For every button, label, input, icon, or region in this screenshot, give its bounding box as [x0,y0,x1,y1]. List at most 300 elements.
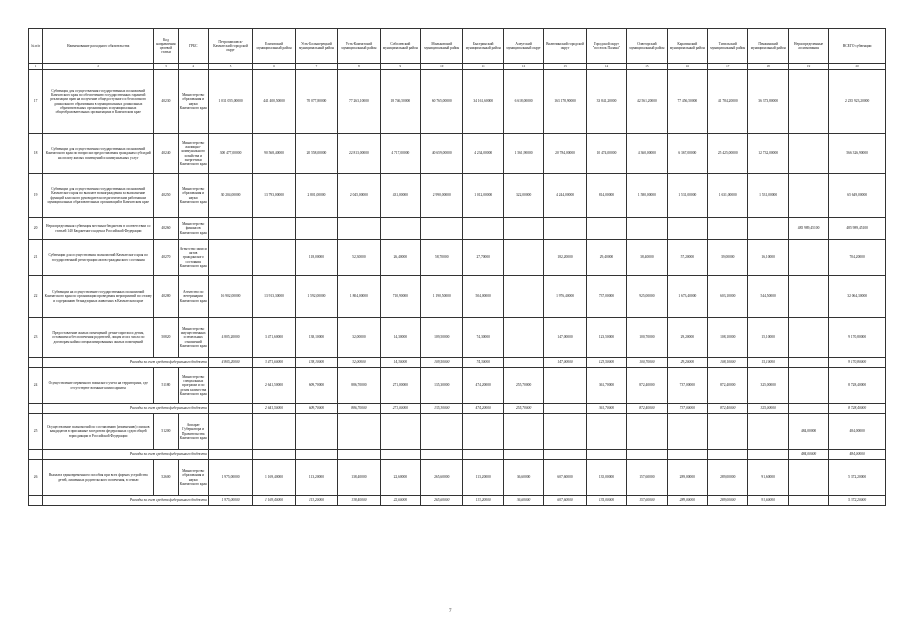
value-cell [788,368,828,404]
grbs-name: Министерство образования и науки Камчатского края [178,70,208,134]
subtotal-label: Расходы за счет средств федерального бюджета [43,404,209,414]
value-cell: 322,00000 [503,174,543,218]
value-cell: 4 244,00000 [544,174,586,218]
target-code: 50820 [154,318,178,358]
value-cell [544,218,586,240]
row-number [29,496,43,506]
column-header: Вилючинский городской округ [544,29,586,64]
value-cell [788,358,828,368]
table-header-row [29,29,886,64]
value-cell: 2 045,00000 [338,174,380,218]
value-cell [788,460,828,496]
value-cell [421,218,463,240]
column-number: 8 [338,64,380,70]
value-cell [503,240,543,276]
value-cell: 52,30000 [338,240,380,276]
value-cell [586,218,626,240]
value-cell [503,318,543,358]
column-header: ВСЕГО субвенции [829,29,886,64]
value-cell [208,368,252,404]
value-cell: 113,20000 [295,460,337,496]
grbs-name: Министерство образования и науки Камчатского края [178,174,208,218]
value-cell: 123,50000 [586,358,626,368]
table-row [29,174,886,218]
value-cell [380,450,420,460]
value-cell: 289,00000 [667,496,707,506]
value-cell: 1 561,90000 [503,134,543,174]
column-number: 18 [748,64,788,70]
value-cell: 138,10000 [295,358,337,368]
value-cell: 325,00000 [748,404,788,414]
value-cell: 27,70000 [463,240,503,276]
column-header: Быстринский муниципальный район [463,29,503,64]
column-header: Наименование расходного обязательства [43,29,154,64]
value-cell: 16 902,00000 [208,276,252,318]
value-cell [788,174,828,218]
value-cell: 10 474,00000 [586,134,626,174]
value-cell: 2 641,50000 [253,404,295,414]
target-code: 40260 [154,218,178,240]
value-cell [295,450,337,460]
column-number: 16 [667,64,707,70]
value-cell: 1 031 055,00000 [208,70,252,134]
table-row [29,134,886,174]
value-cell [586,450,626,460]
value-cell: 361,70000 [586,404,626,414]
value-cell: 40 659,00000 [421,134,463,174]
value-cell: 6 618,00000 [503,70,543,134]
value-cell: 36 373,80000 [748,70,788,134]
value-cell: 147,00000 [544,318,586,358]
value-cell [627,414,667,450]
grbs-name: Министерство финансов Камчатского края [178,218,208,240]
value-cell: 163 178,90000 [544,70,586,134]
column-number: 3 [154,64,178,70]
subtotal-label: Расходы за счет средств федерального бюджета [43,496,209,506]
value-cell: 91,60000 [748,460,788,496]
value-cell: 118,00000 [295,240,337,276]
value-cell: 1 012,00000 [463,174,503,218]
obligation-name: Осуществление первичного воинского учета на территориях, где отсутствуют военные комиссариаты [43,368,154,404]
value-cell [503,276,543,318]
target-code: 40240 [154,134,178,174]
value-cell: 138,10000 [295,318,337,358]
column-header: Городской округ "поселок Палана" [586,29,626,64]
value-cell: 704,20000 [829,240,886,276]
value-cell: 42 561,20000 [627,70,667,134]
value-cell: 29,40000 [586,240,626,276]
column-number: 20 [829,64,886,70]
value-cell [586,414,626,450]
value-cell [463,218,503,240]
obligation-name: Субвенция для осуществления государственных полномочий Камчатского края по обеспечению государственных гарантий реализации прав на получение общедоступного и бесплатного дошкольного образования в муниципальных дошкольных образовательных организациях и муниципальных общеобразовательных организациях в Камчатском крае [43,70,154,134]
value-cell: 15,10000 [748,318,788,358]
value-cell: 1 531,00000 [748,174,788,218]
value-cell: 109,50000 [421,318,463,358]
value-cell [295,218,337,240]
row-number [29,404,43,414]
page-number: 7 [449,609,452,614]
column-number: 4 [178,64,208,70]
value-cell: 14,30000 [380,358,420,368]
value-cell [544,414,586,450]
obligation-name: Субвенции для осуществления государственных полномочий Камчатского края по выплате вознаграждения за выполнение функций классного руководителя педагогическим работникам муниципальных образовательных организаций в Камчатском крае [43,174,154,218]
value-cell: 12 732,00000 [748,134,788,174]
value-cell: 361,70000 [586,368,626,404]
column-header: Олюторский муниципальный район [627,29,667,64]
value-cell [544,368,586,404]
row-number [29,358,43,368]
value-cell: 609,70000 [295,404,337,414]
subventions-table [28,28,886,506]
value-cell: 289,00000 [708,496,748,506]
value-cell [463,414,503,450]
value-cell [421,414,463,450]
subtotal-row [29,358,886,368]
value-cell: 255,70000 [503,368,543,404]
target-code: 40280 [154,276,178,318]
value-cell [748,218,788,240]
value-cell: 566 326,90000 [829,134,886,174]
column-header: Мильковский муниципальный район [421,29,463,64]
column-number: 17 [708,64,748,70]
value-cell: 265,60000 [421,496,463,506]
value-cell: 737,00000 [667,404,707,414]
value-cell: 32,00000 [338,318,380,358]
value-cell: 2 801,00000 [295,174,337,218]
value-cell: 872,40000 [708,404,748,414]
value-cell: 29,20000 [667,358,707,368]
value-cell: 474,20000 [463,404,503,414]
row-number: 23 [29,318,43,358]
value-cell: 271,00000 [380,368,420,404]
obligation-name: Субвенции для осуществления полномочий Камчатского края по государственной регистрации актов гражданского состояния [43,240,154,276]
column-header: Код направления целевой статьи [154,29,178,64]
target-code: 40250 [154,174,178,218]
value-cell: 872,40000 [627,404,667,414]
value-cell: 5 372,20000 [829,496,886,506]
value-cell [208,414,252,450]
value-cell [253,218,295,240]
value-cell [380,218,420,240]
value-cell: 3 471,60000 [253,318,295,358]
value-cell: 20 784,00000 [544,134,586,174]
target-code: 51200 [154,414,178,450]
value-cell: 4 234,00000 [463,134,503,174]
value-cell [208,240,252,276]
value-cell: 886,70000 [338,368,380,404]
column-header: Усть-Камчатский муниципальный район [338,29,380,64]
row-number: 25 [29,414,43,450]
value-cell: 325,00000 [748,368,788,404]
column-header: Соболевский муниципальный район [380,29,420,64]
value-cell [253,414,295,450]
value-cell [544,450,586,460]
column-header: Карагинский муниципальный район [667,29,707,64]
value-cell [338,450,380,460]
value-cell: 65 649,00000 [829,174,886,218]
column-header: Нераспределенные ассигнования [788,29,828,64]
obligation-name: Нераспределенная субвенция местным бюджетам в соответствии со статьей 140 Бюджетного кодекса Российской Федерации [43,218,154,240]
value-cell: 113,20000 [463,460,503,496]
value-cell: 737,00000 [667,368,707,404]
value-cell: 39,00000 [708,240,748,276]
row-number: 20 [29,218,43,240]
value-cell: 16,10000 [748,240,788,276]
value-cell: 100,70000 [627,318,667,358]
value-cell: 431,00000 [380,174,420,218]
value-cell: 25 425,00000 [708,134,748,174]
table-row [29,414,886,450]
value-cell: 138,40000 [338,460,380,496]
obligation-name: Выплата единовременного пособия при всех формах устройства детей, лишенных родительского попечения, в семью [43,460,154,496]
grbs-name: Министерство образования и науки Камчатского края [178,460,208,496]
value-cell: 32 064,30000 [829,276,886,318]
value-cell [503,358,543,368]
value-cell: 34 161,60000 [463,70,503,134]
value-cell: 484,00000 [788,450,828,460]
value-cell [748,414,788,450]
value-cell: 29,20000 [667,318,707,358]
value-cell: 58,70000 [421,240,463,276]
value-cell [338,218,380,240]
value-cell: 504,00000 [463,276,503,318]
table-row [29,460,886,496]
subtotal-label: Расходы за счет средств федерального бюджета [43,450,209,460]
value-cell [708,218,748,240]
value-cell [667,450,707,460]
column-number: 14 [586,64,626,70]
value-cell: 1 631,00000 [708,174,748,218]
value-cell: 300 477,00000 [208,134,252,174]
column-header: Усть-Большерецкий муниципальный район [295,29,337,64]
value-cell: 485 989,45100 [788,218,828,240]
value-cell [627,218,667,240]
row-number: 18 [29,134,43,174]
value-cell [253,240,295,276]
value-cell [253,450,295,460]
value-cell [667,414,707,450]
value-cell: 289,00000 [667,460,707,496]
value-cell: 77 456,50000 [667,70,707,134]
value-cell: 100,70000 [627,358,667,368]
column-header: Алеутский муниципальный округ [503,29,543,64]
value-cell: 1 169,40000 [253,460,295,496]
value-cell: 18 746,50000 [380,70,420,134]
value-cell [380,414,420,450]
value-cell: 15,10000 [748,358,788,368]
row-number: 21 [29,240,43,276]
value-cell: 484,00000 [829,414,886,450]
value-cell: 108,10000 [708,358,748,368]
obligation-name: Осуществление полномочий по составлению (изменению) списков кандидатов в присяжные заседатели федеральных судов общей юрисдикции в Российской Федерации [43,414,154,450]
value-cell [788,70,828,134]
value-cell [503,450,543,460]
value-cell [748,450,788,460]
grbs-name: Министерство имущественных и земельных отношений Камчатского края [178,318,208,358]
value-cell [208,450,252,460]
obligation-name: Субвенции на осуществление государственных полномочий Камчатского края по организации проведения мероприятий по отлову и содержанию безнадзорных животных в Камчатском крае [43,276,154,318]
column-number: 5 [208,64,252,70]
value-cell: 32,00000 [338,358,380,368]
table-row [29,276,886,318]
column-number: 13 [544,64,586,70]
table-row [29,368,886,404]
value-cell: 603,10000 [708,276,748,318]
value-cell: 3 471,60000 [253,358,295,368]
column-header: Елизовский муниципальный район [253,29,295,64]
value-cell: 9 170,80000 [829,318,886,358]
subtotal-row [29,404,886,414]
value-cell: 2 990,00000 [421,174,463,218]
value-cell: 135,00000 [586,460,626,496]
value-cell: 5 372,20000 [829,460,886,496]
value-cell: 441 400,50000 [253,70,295,134]
value-cell [708,414,748,450]
obligation-name: Субвенции для осуществления государственных полномочий Камчатского края по вопросам предоставления гражданам субсидий на оплату жилых помещений и коммунальных услуг [43,134,154,174]
value-cell: 135,30000 [421,368,463,404]
value-cell: 4 805,20000 [208,318,252,358]
value-cell: 22,60000 [380,496,420,506]
value-cell: 1 975,00000 [208,496,252,506]
value-cell: 8 728,40000 [829,368,886,404]
value-cell: 57,20000 [667,240,707,276]
subtotal-label: Расходы за счет средств федерального бюджета [43,358,209,368]
column-header: Пенжинский муниципальный район [748,29,788,64]
value-cell: 886,70000 [338,404,380,414]
value-cell: 4 805,20000 [208,358,252,368]
column-number: 15 [627,64,667,70]
value-cell: 872,40000 [627,368,667,404]
value-cell: 2 641,50000 [253,368,295,404]
value-cell: 13 913,30000 [253,276,295,318]
value-cell: 60 765,00000 [421,70,463,134]
value-cell [788,318,828,358]
grbs-name: Аппарат Губернатора и Правительства Камчатского края [178,414,208,450]
value-cell: 289,00000 [708,460,748,496]
value-cell [208,404,252,414]
value-cell: 1 673,40000 [667,276,707,318]
value-cell [788,404,828,414]
value-cell [708,450,748,460]
value-cell: 182,20000 [544,240,586,276]
column-number: 19 [788,64,828,70]
table-row [29,218,886,240]
value-cell: 41 784,20000 [708,70,748,134]
value-cell: 265,60000 [421,460,463,496]
value-cell [503,218,543,240]
table-row [29,318,886,358]
value-cell: 38,40000 [627,240,667,276]
column-header: Тигильский муниципальный район [708,29,748,64]
value-cell [667,218,707,240]
value-cell: 710,90000 [380,276,420,318]
value-cell: 20 558,00000 [295,134,337,174]
row-number: 19 [29,174,43,218]
value-cell: 33 841,20000 [586,70,626,134]
value-cell: 30 204,00000 [208,174,252,218]
value-cell: 1 804,00000 [338,276,380,318]
column-header: № п/п [29,29,43,64]
value-cell: 109,50000 [421,358,463,368]
value-cell: 607,60000 [544,460,586,496]
value-cell [503,414,543,450]
column-number: 2 [43,64,154,70]
value-cell: 484,00000 [829,450,886,460]
value-cell [295,414,337,450]
value-cell: 271,00000 [380,404,420,414]
value-cell: 74,30000 [463,358,503,368]
grbs-name: Министерство специальных программ и по делам казачества Камчатского края [178,368,208,404]
value-cell [421,450,463,460]
value-cell [788,240,828,276]
column-number: 7 [295,64,337,70]
value-cell [544,404,586,414]
subtotal-row [29,450,886,460]
value-cell: 1 531,00000 [667,174,707,218]
value-cell: 474,20000 [463,368,503,404]
column-header: ГРБС [178,29,208,64]
target-code: 51180 [154,368,178,404]
value-cell: 26,40000 [380,240,420,276]
value-cell [627,450,667,460]
value-cell: 157,60000 [627,496,667,506]
value-cell: 91,60000 [748,496,788,506]
value-cell: 1 975,00000 [208,460,252,496]
obligation-name: Предоставление жилых помещений детям-сиротам и детям, оставшимся без попечения родителей, лицам из их числа по договорам найма специализированных жилых помещений [43,318,154,358]
value-cell: 609,70000 [295,368,337,404]
row-number: 24 [29,368,43,404]
value-cell: 70 077,80000 [295,70,337,134]
value-cell: 22 813,00000 [338,134,380,174]
column-number: 1 [29,64,43,70]
value-cell [208,218,252,240]
value-cell: 74,30000 [463,318,503,358]
value-cell: 1 580,00000 [627,174,667,218]
value-cell: 13 793,00000 [253,174,295,218]
row-number [29,450,43,460]
value-cell: 4 360,00000 [627,134,667,174]
grbs-name: Агентство по ветеринарии Камчатского края [178,276,208,318]
value-cell [788,134,828,174]
value-cell: 737,00000 [586,276,626,318]
value-cell: 6 367,00000 [667,134,707,174]
value-cell: 872,40000 [708,368,748,404]
value-cell: 113,20000 [295,496,337,506]
value-cell [463,450,503,460]
value-cell: 36,60000 [503,460,543,496]
value-cell: 814,00000 [586,174,626,218]
value-cell: 607,60000 [544,496,586,506]
value-cell [788,496,828,506]
column-number: 11 [463,64,503,70]
value-cell: 90 568,40000 [253,134,295,174]
value-cell: 123,50000 [586,318,626,358]
value-cell: 36,60000 [503,496,543,506]
value-cell: 77 263,10000 [338,70,380,134]
value-cell: 485 989,45100 [829,218,886,240]
value-cell: 147,00000 [544,358,586,368]
target-code: 40230 [154,70,178,134]
target-code: 52600 [154,460,178,496]
value-cell: 925,00000 [627,276,667,318]
value-cell: 1 190,50000 [421,276,463,318]
value-cell: 135,00000 [586,496,626,506]
column-number: 9 [380,64,420,70]
target-code: 40270 [154,240,178,276]
value-cell: 135,30000 [421,404,463,414]
value-cell: 14,30000 [380,318,420,358]
